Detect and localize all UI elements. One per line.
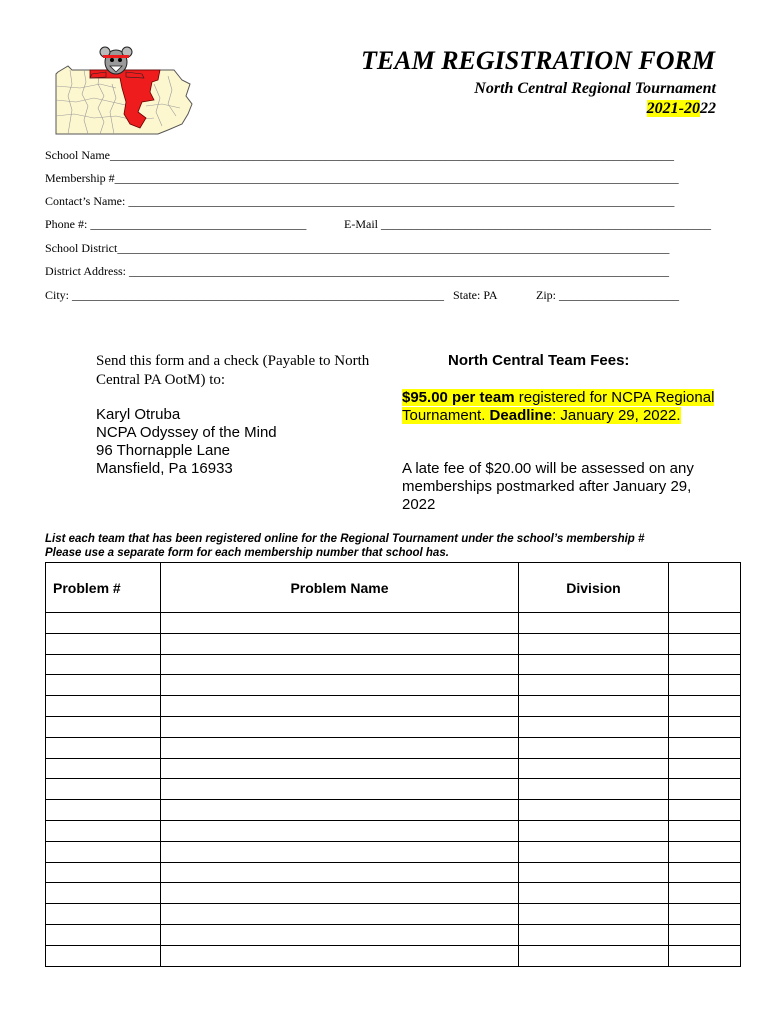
table-row: [46, 841, 741, 862]
state-field: State: PA: [453, 288, 498, 302]
send-instructions: Send this form and a check (Payable to North Central PA OotM) to:: [96, 353, 370, 388]
header-blank: [669, 563, 741, 613]
table-cell[interactable]: [519, 737, 669, 758]
table-cell[interactable]: [161, 862, 519, 883]
year-rest: 22: [700, 100, 716, 117]
table-row: [46, 696, 741, 717]
address-line: Karyl Otruba: [96, 406, 181, 423]
school-district-field[interactable]: School District____________________________________________________________________________________________: [45, 241, 670, 255]
header-division: Division: [519, 563, 669, 613]
table-cell[interactable]: [519, 696, 669, 717]
header-problem-name: Problem Name: [161, 563, 519, 613]
table-cell[interactable]: [161, 820, 519, 841]
table-cell[interactable]: [519, 904, 669, 925]
year-highlighted: 2021-20: [646, 100, 700, 117]
table-cell[interactable]: [669, 737, 741, 758]
table-row: [46, 904, 741, 925]
district-address-field[interactable]: District Address: __________________________________________________________________________________________: [45, 264, 669, 278]
table-row: [46, 633, 741, 654]
table-cell[interactable]: [519, 841, 669, 862]
table-cell[interactable]: [161, 633, 519, 654]
table-cell[interactable]: [519, 716, 669, 737]
address-line: Mansfield, Pa 16933: [96, 460, 233, 477]
table-cell[interactable]: [161, 779, 519, 800]
table-cell[interactable]: [519, 924, 669, 945]
table-cell[interactable]: [519, 633, 669, 654]
tournament-subtitle: North Central Regional Tournament: [474, 80, 716, 97]
table-cell[interactable]: [669, 945, 741, 966]
table-cell[interactable]: [161, 904, 519, 925]
table-cell[interactable]: [46, 800, 161, 821]
late-fee-note: A late fee of $20.00 will be assessed on any memberships postmarked after January 29, 2022: [402, 460, 694, 513]
city-field[interactable]: City: ______________________________________________________________: [45, 288, 445, 302]
table-row: [46, 737, 741, 758]
table-cell[interactable]: [519, 883, 669, 904]
table-row: [46, 675, 741, 696]
table-cell[interactable]: [161, 716, 519, 737]
table-cell[interactable]: [46, 862, 161, 883]
table-cell[interactable]: [46, 945, 161, 966]
table-cell[interactable]: [161, 924, 519, 945]
table-row: [46, 654, 741, 675]
table-instructions: [45, 532, 735, 560]
deadline-date: : January 29, 2022.: [552, 407, 681, 424]
table-cell[interactable]: [161, 800, 519, 821]
table-row: [46, 800, 741, 821]
table-cell[interactable]: [161, 654, 519, 675]
school-name-field[interactable]: School Name______________________________________________________________________________________________: [45, 148, 674, 162]
table-cell[interactable]: [161, 613, 519, 634]
form-title: TEAM REGISTRATION FORM: [361, 46, 715, 75]
table-row: [46, 862, 741, 883]
table-row: [46, 945, 741, 966]
table-cell[interactable]: [161, 883, 519, 904]
table-cell[interactable]: [519, 613, 669, 634]
instruction-line: Please use a separate form for each membership number that school has.: [45, 547, 449, 559]
table-cell[interactable]: [46, 820, 161, 841]
address-line: 96 Thornapple Lane: [96, 442, 231, 459]
table-cell[interactable]: [519, 654, 669, 675]
season-year: [647, 100, 716, 118]
table-cell[interactable]: [46, 758, 161, 779]
table-cell[interactable]: [46, 904, 161, 925]
table-cell[interactable]: [46, 779, 161, 800]
table-cell[interactable]: [519, 820, 669, 841]
table-header-row: [46, 563, 741, 613]
table-cell[interactable]: [669, 924, 741, 945]
table-cell[interactable]: [46, 696, 161, 717]
header-problem-number: Problem #: [46, 563, 161, 613]
table-row: [46, 924, 741, 945]
table-cell[interactable]: [669, 779, 741, 800]
table-cell[interactable]: [46, 716, 161, 737]
table-cell[interactable]: [669, 716, 741, 737]
email-field[interactable]: E-Mail _______________________________________________________: [344, 217, 711, 231]
table-cell[interactable]: [669, 862, 741, 883]
table-cell[interactable]: [519, 779, 669, 800]
table-cell[interactable]: [161, 675, 519, 696]
table-row: [46, 779, 741, 800]
table-cell[interactable]: [46, 737, 161, 758]
table-cell[interactable]: [669, 633, 741, 654]
phone-field[interactable]: Phone #: ____________________________________: [45, 217, 307, 231]
table-cell[interactable]: [46, 675, 161, 696]
table-cell[interactable]: [669, 696, 741, 717]
table-cell[interactable]: [669, 654, 741, 675]
address-line: NCPA Odyssey of the Mind: [96, 424, 277, 441]
table-cell[interactable]: [669, 820, 741, 841]
table-cell[interactable]: [46, 883, 161, 904]
table-cell[interactable]: [669, 675, 741, 696]
mailing-address: [96, 406, 376, 478]
membership-field[interactable]: Membership #______________________________________________________________________________________________: [45, 171, 679, 185]
table-cell[interactable]: [669, 841, 741, 862]
table-cell[interactable]: [161, 945, 519, 966]
table-row: [46, 716, 741, 737]
table-cell[interactable]: [519, 675, 669, 696]
table-cell[interactable]: [669, 800, 741, 821]
team-registration-table: [45, 562, 741, 967]
rat-mascot-icon: [90, 47, 144, 78]
table-cell[interactable]: [519, 862, 669, 883]
price-description: registered for NCPA Regional Tournament.: [402, 389, 715, 424]
price-amount: $95.00 per team: [402, 389, 515, 406]
fees-title: North Central Team Fees:: [448, 352, 630, 369]
table-cell[interactable]: [46, 654, 161, 675]
ncpa-region-map-logo: [50, 44, 195, 142]
deadline-label: Deadline: [489, 407, 553, 424]
table-row: [46, 883, 741, 904]
instruction-line: List each team that has been registered online for the Regional Tournament under the school’s membership #: [45, 533, 645, 545]
table-cell[interactable]: [669, 613, 741, 634]
table-row: [46, 758, 741, 779]
table-cell[interactable]: [669, 904, 741, 925]
table-cell[interactable]: [519, 945, 669, 966]
table-cell[interactable]: [519, 800, 669, 821]
table-cell[interactable]: [161, 737, 519, 758]
contact-name-field[interactable]: Contact’s Name: ___________________________________________________________________________________________: [45, 194, 675, 208]
fees-price-paragraph: [402, 389, 717, 425]
table-row: [46, 613, 741, 634]
table-cell[interactable]: [519, 758, 669, 779]
table-cell[interactable]: [46, 613, 161, 634]
table-cell[interactable]: [669, 883, 741, 904]
zip-field[interactable]: Zip: ____________________: [536, 288, 679, 302]
table-cell[interactable]: [161, 841, 519, 862]
table-cell[interactable]: [161, 758, 519, 779]
table-cell[interactable]: [669, 758, 741, 779]
table-cell[interactable]: [46, 841, 161, 862]
table-cell[interactable]: [161, 696, 519, 717]
table-cell[interactable]: [46, 633, 161, 654]
table-cell[interactable]: [46, 924, 161, 945]
table-row: [46, 820, 741, 841]
